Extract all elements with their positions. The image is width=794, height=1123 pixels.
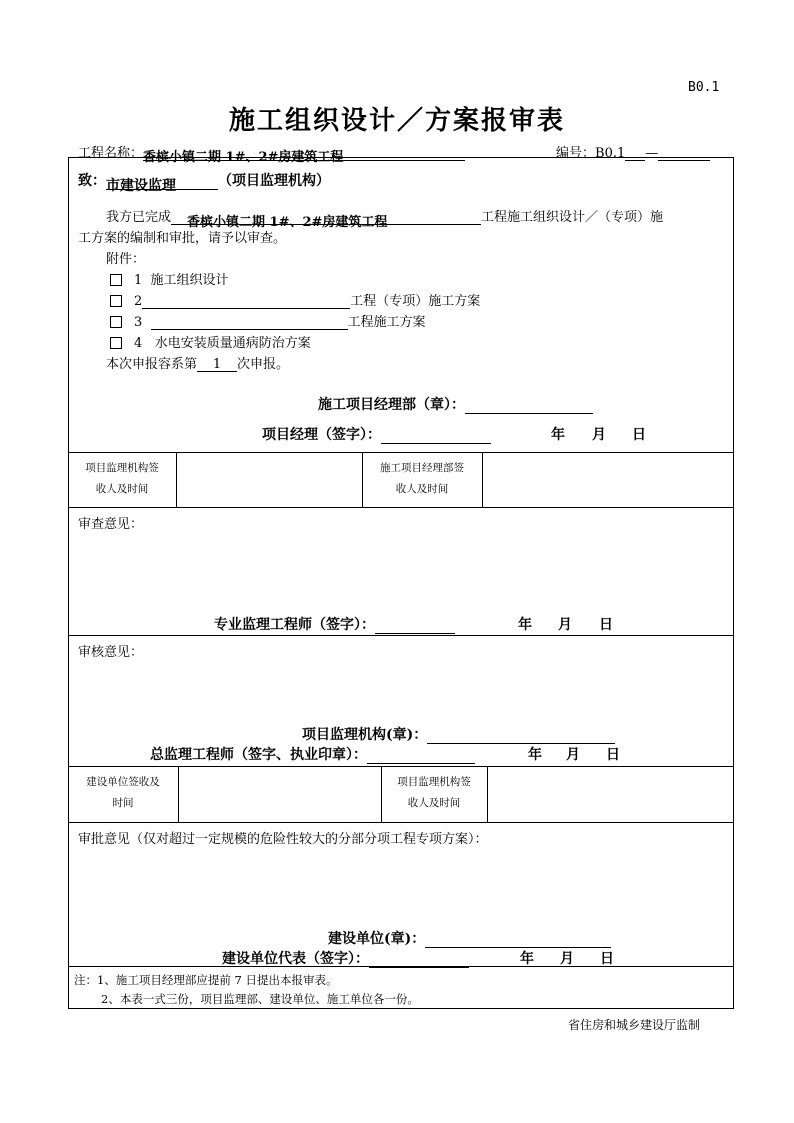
- item-blank[interactable]: [151, 315, 348, 330]
- cell-text: 收人及时间: [407, 797, 461, 809]
- supervisor-receipt-label-2: [381, 772, 487, 814]
- attachment-item-3[interactable]: [110, 311, 426, 330]
- number-prefix: B0.1: [595, 146, 626, 161]
- owner-seal-blank[interactable]: [425, 933, 611, 948]
- manager-sign-blank[interactable]: [381, 429, 491, 444]
- supervisor-seal-blank[interactable]: [427, 729, 615, 744]
- contractor-seal-blank[interactable]: [465, 399, 593, 414]
- intro-line-1: [106, 206, 664, 230]
- review-label: 审查意见：: [78, 517, 144, 532]
- intro-line-2: 工方案的编制和审批，请予以审查。: [78, 231, 287, 246]
- contractor-seal-label: 施工项目经理部（章）：: [318, 397, 465, 413]
- divider: [68, 822, 734, 823]
- item-num: 2: [134, 294, 143, 309]
- owner-rep-line: [222, 948, 469, 968]
- submit-count-line: [106, 353, 289, 372]
- date-day: 日: [599, 617, 613, 633]
- approve-opinion-field[interactable]: [72, 848, 730, 922]
- to-line: [78, 170, 330, 194]
- project-label: 工程名称：: [78, 146, 144, 161]
- date-year: 年: [528, 747, 542, 763]
- divider: [68, 635, 734, 636]
- cell-text: 施工项目经理部签: [380, 462, 464, 474]
- note-2: 2、本表一式三份，项目监理部、建设单位、施工单位各一份。: [101, 992, 419, 1006]
- review-opinion-field[interactable]: [72, 532, 730, 608]
- audit-opinion-field[interactable]: [72, 660, 730, 720]
- supervisor-receipt-label: [68, 458, 176, 500]
- date-month: 月: [592, 427, 606, 443]
- date-year: 年: [520, 951, 534, 967]
- item-text: 水电安装质量通病防治方案: [154, 336, 311, 351]
- date-day: 日: [600, 951, 614, 967]
- audit-label: 审核意见：: [78, 645, 144, 660]
- item-text: 工程施工方案: [347, 315, 426, 330]
- to-org[interactable]: 市建设监理: [106, 175, 218, 190]
- chief-sign-line: [150, 744, 475, 764]
- contractor-receipt-field[interactable]: [483, 453, 733, 507]
- item-text: 工程（专项）施工方案: [350, 294, 481, 309]
- owner-rep-label: 建设单位代表（签字）：: [222, 951, 369, 967]
- supervisor-seal-label: 项目监理机构(章)：: [302, 727, 428, 743]
- date-year: 年: [518, 617, 532, 633]
- date-day: 日: [632, 427, 646, 443]
- checkbox-4[interactable]: [110, 337, 122, 349]
- manager-sign-label: 项目经理（签字）：: [262, 427, 381, 443]
- divider: [68, 507, 734, 508]
- supervisor-receipt-field[interactable]: [177, 453, 362, 507]
- attachment-item-1[interactable]: [110, 269, 229, 288]
- checkbox-3[interactable]: [110, 316, 122, 328]
- form-code: B0.1: [688, 80, 720, 95]
- submit-suffix: 次申报。: [237, 357, 290, 372]
- cell-text: 项目监理机构签: [397, 776, 471, 788]
- chief-sign-label: 总监理工程师（签字、执业印章）：: [150, 747, 367, 763]
- issuer-footer: 省住房和城乡建设厅监制: [568, 1018, 701, 1032]
- intro-prefix: 我方已完成: [106, 210, 172, 225]
- date-month: 月: [558, 617, 572, 633]
- chief-sign-blank[interactable]: [367, 749, 475, 764]
- attachment-item-2[interactable]: [110, 290, 480, 309]
- owner-seal-line: [328, 928, 611, 948]
- attachments-label: 附件：: [106, 252, 146, 267]
- item-blank[interactable]: [142, 294, 350, 309]
- contractor-seal-line: [318, 394, 593, 414]
- project-name: 香槟小镇二期 1#、2#房建筑工程: [143, 146, 465, 161]
- attachment-item-4[interactable]: [110, 332, 311, 351]
- number-label: 编号：: [556, 146, 596, 161]
- cell-text: 建设单位签收及: [86, 776, 160, 788]
- to-suffix: （项目监理机构）: [218, 173, 330, 189]
- to-label: 致：: [78, 173, 106, 189]
- item-num: 3: [134, 315, 143, 330]
- owner-seal-label: 建设单位(章)：: [328, 931, 426, 947]
- checkbox-2[interactable]: [110, 295, 122, 307]
- manager-sign-line: [262, 424, 491, 444]
- note-1: 注：1、施工项目经理部应提前 7 日提出本报审表。: [74, 973, 338, 987]
- form-title: 施工组织设计／方案报审表: [228, 106, 565, 136]
- date-day: 日: [606, 747, 620, 763]
- engineer-sign-line: [214, 614, 455, 634]
- owner-receipt-label: [68, 772, 178, 814]
- cell-text: 收人及时间: [395, 483, 449, 495]
- supervisor-seal-line: [302, 724, 615, 744]
- item-num: 1: [134, 273, 143, 288]
- supervisor-receipt-field-2[interactable]: [488, 767, 733, 822]
- number-dash: —: [645, 146, 659, 161]
- engineer-sign-label: 专业监理工程师（签字）：: [214, 617, 375, 633]
- item-num: 4: [134, 336, 143, 351]
- owner-rep-blank[interactable]: [369, 953, 469, 968]
- date-year: 年: [551, 427, 565, 443]
- intro-suffix: 工程施工组织设计／（专项）施: [481, 210, 664, 225]
- date-month: 月: [566, 747, 580, 763]
- cell-text: 项目监理机构签: [85, 462, 159, 474]
- engineer-sign-blank[interactable]: [375, 619, 455, 634]
- cell-text: 收人及时间: [95, 483, 149, 495]
- checkbox-1[interactable]: [110, 274, 122, 286]
- submit-prefix: 本次申报容系第: [106, 357, 198, 372]
- cell-text: 时间: [112, 797, 134, 809]
- submit-count[interactable]: 1: [197, 357, 237, 372]
- intro-project-name[interactable]: 香槟小镇二期 1#、2#房建筑工程: [171, 211, 481, 225]
- approve-label: 审批意见（仅对超过一定规模的危险性较大的分部分项工程专项方案）：: [78, 832, 488, 847]
- owner-receipt-field[interactable]: [179, 767, 381, 822]
- date-month: 月: [560, 951, 574, 967]
- item-text: 施工组织设计: [150, 273, 229, 288]
- contractor-receipt-label: [362, 458, 482, 500]
